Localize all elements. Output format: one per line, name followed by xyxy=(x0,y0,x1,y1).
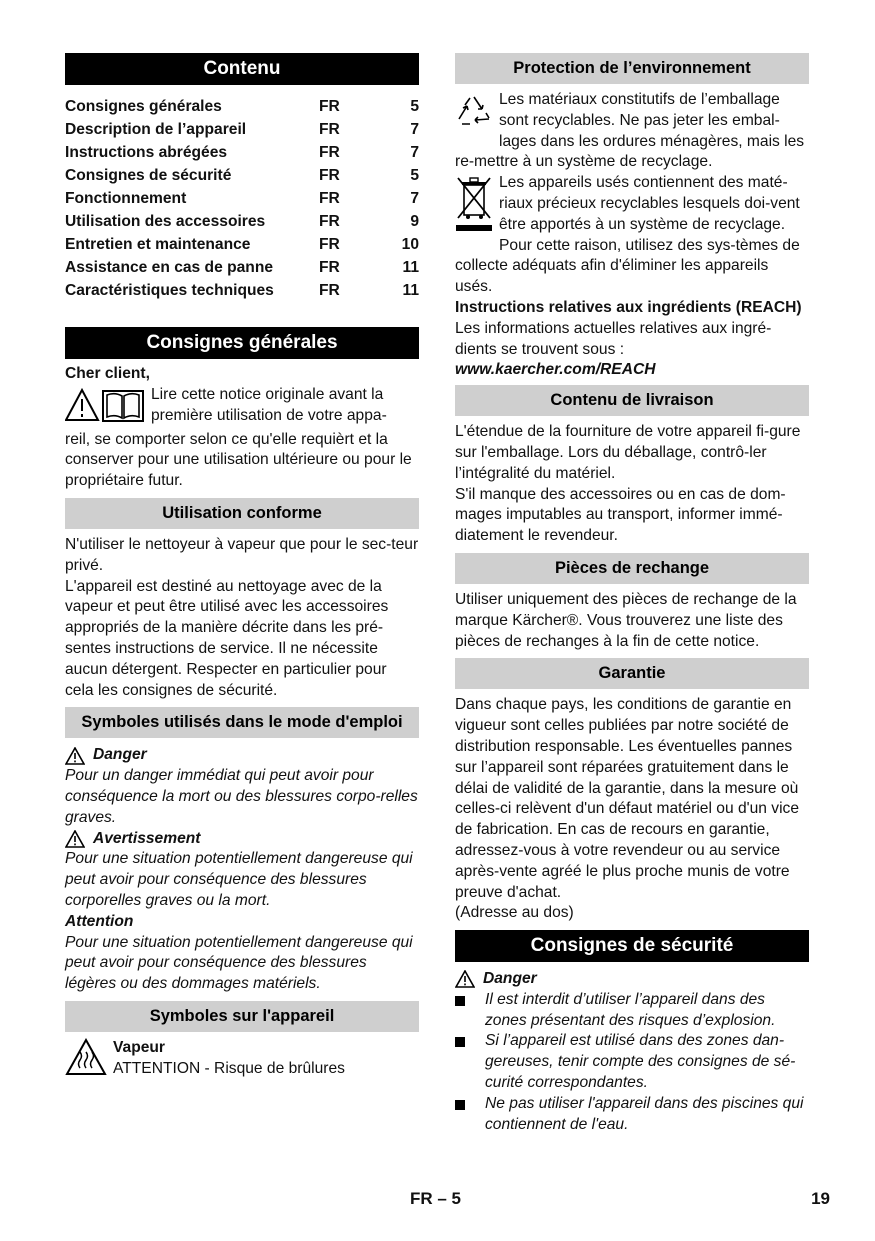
bullet-square-icon xyxy=(455,1031,485,1093)
parts-heading: Pièces de rechange xyxy=(455,553,809,584)
bullet-square-icon xyxy=(455,1094,485,1136)
reach-link[interactable]: www.kaercher.com/REACH xyxy=(455,361,656,379)
danger-label: Danger xyxy=(93,746,147,764)
safety-bullet xyxy=(455,990,809,1032)
safety-bullet-text: Si l’appareil est utilisé dans des zones dan-gereuses, tenir compte des consignes de sé-curité correspondantes. xyxy=(485,1032,796,1092)
warning-read-manual-icon xyxy=(65,387,145,430)
toc-page: 9 xyxy=(410,213,419,231)
salutation: Cher client, xyxy=(65,365,150,382)
toc-page: 5 xyxy=(410,98,419,116)
toc-row[interactable] xyxy=(65,280,419,303)
toc-page: 7 xyxy=(410,121,419,139)
danger-text: Pour un danger immédiat qui peut avoir pour conséquence la mort ou des blessures corpo-relles graves. xyxy=(65,767,418,826)
intro-rest: reil, se comporter selon ce qu'elle requièrt et la conserver pour une utilisation ultérieure ou pour le propriétaire futur. xyxy=(65,430,412,490)
safety-danger-line xyxy=(455,969,809,990)
reach-text: Les informations actuelles relatives aux ingré-dients se trouvent sous : xyxy=(455,319,772,358)
reach-title: Instructions relatives aux ingrédients (REACH) xyxy=(455,298,802,316)
delivery-heading: Contenu de livraison xyxy=(455,385,809,416)
toc-title: Fonctionnement xyxy=(65,190,187,208)
warning-line xyxy=(65,829,419,850)
toc-lang: FR xyxy=(319,98,340,116)
recycle-block xyxy=(455,90,809,173)
safety-bullet-text: Il est interdit d’utiliser l’appareil dans des zones présentant des risques d’explosion. xyxy=(485,990,776,1029)
toc-page: 7 xyxy=(410,144,419,162)
usage-text-1: N'utiliser le nettoyeur à vapeur que pour le sec-teur privé. xyxy=(65,535,419,574)
usage-text-2: L'appareil est destiné au nettoyage avec de la vapeur et peut être utilisé avec les accessoires appropriés de la manière décrite dans les pré-sentes instructions de service. Il ne nécessite aucun détergent. Respecter en particulier pour cela les consignes de sécurité. xyxy=(65,577,389,699)
toc-title: Consignes de sécurité xyxy=(65,167,232,185)
table-of-contents xyxy=(65,96,419,303)
delivery-text-1: L'étendue de la fourniture de votre appareil fi-gure sur l'emballage. Lors du déballage, contrô-ler l’intégralité du matériel. xyxy=(455,423,801,482)
general-heading: Consignes générales xyxy=(65,327,419,359)
recycle-icon xyxy=(455,94,493,135)
symbols-heading: Symboles utilisés dans le mode d'emploi xyxy=(65,707,419,738)
warranty-heading: Garantie xyxy=(455,658,809,689)
usage-heading: Utilisation conforme xyxy=(65,498,419,529)
recycle-text: Les matériaux constitutifs de l’emballage sont recyclables. Ne pas jeter les embal-lages dans les ordures ménagères, mais les re-mettre à un système de recyclage. xyxy=(455,91,805,171)
toc-lang: FR xyxy=(319,190,340,208)
toc-lang: FR xyxy=(319,282,340,300)
device-symbols-heading: Symboles sur l'appareil xyxy=(65,1001,419,1032)
toc-lang: FR xyxy=(319,167,340,185)
warning-triangle-icon xyxy=(65,747,85,765)
toc-title: Utilisation des accessoires xyxy=(65,213,266,231)
environment-heading: Protection de l’environnement xyxy=(455,53,809,84)
toc-page: 11 xyxy=(402,259,419,277)
crossed-bin-icon xyxy=(455,175,493,240)
left-column xyxy=(65,53,419,1080)
toc-page: 11 xyxy=(402,282,419,300)
toc-lang: FR xyxy=(319,236,340,254)
warranty-address: (Adresse au dos) xyxy=(455,904,574,922)
toc-title: Caractéristiques techniques xyxy=(65,282,274,300)
safety-bullet xyxy=(455,1094,809,1136)
weee-text: Les appareils usés contiennent des maté-riaux précieux recyclables lesquels doi-vent être apportés à un système de recyclage. Pour cette raison, utilisez des sys-tèmes de collecte adéquats afin d'éliminer les appareils usés. xyxy=(455,174,800,296)
safety-danger-label: Danger xyxy=(483,970,537,988)
weee-block xyxy=(455,173,809,298)
bullet-square-icon xyxy=(455,990,485,1032)
toc-row[interactable] xyxy=(65,257,419,280)
safety-heading: Consignes de sécurité xyxy=(455,930,809,962)
toc-heading: Contenu xyxy=(65,53,419,85)
safety-bullet-text: Ne pas utiliser l'appareil dans des piscines qui contiennent de l'eau. xyxy=(485,1094,804,1133)
footer-lang-page: FR – 5 xyxy=(410,1189,462,1208)
delivery-text-2: S'il manque des accessoires ou en cas de dom-mages imputables au transport, informer immé-diatement le revendeur. xyxy=(455,485,786,545)
toc-lang: FR xyxy=(319,121,340,139)
warning-triangle-icon xyxy=(65,830,85,848)
safety-bullet xyxy=(455,1031,809,1093)
toc-row[interactable] xyxy=(65,165,419,188)
footer-page-number: 19 xyxy=(811,1189,830,1208)
hot-steam-warning-icon xyxy=(65,1038,107,1076)
toc-title: Assistance en cas de panne xyxy=(65,259,274,277)
toc-title: Instructions abrégées xyxy=(65,144,228,162)
toc-row[interactable] xyxy=(65,211,419,234)
warning-triangle-icon xyxy=(455,970,475,988)
right-column xyxy=(455,53,809,1135)
toc-page: 10 xyxy=(401,236,419,254)
steam-symbol-block xyxy=(65,1038,419,1080)
toc-row[interactable] xyxy=(65,142,419,165)
toc-lang: FR xyxy=(319,144,340,162)
toc-row[interactable] xyxy=(65,96,419,119)
steam-text: ATTENTION - Risque de brûlures xyxy=(113,1059,345,1077)
warning-text: Pour une situation potentiellement dangereuse qui peut avoir pour conséquence des blessures corporelles graves ou la mort. xyxy=(65,850,413,909)
attention-label: Attention xyxy=(65,912,134,930)
toc-row[interactable] xyxy=(65,234,419,257)
danger-line xyxy=(65,745,419,766)
intro-lead: Lire cette notice originale avant la première utilisation de votre appa- xyxy=(151,385,387,424)
attention-text: Pour une situation potentiellement dangereuse qui peut avoir pour conséquence des blessures légères ou des dommages matériels. xyxy=(65,933,413,993)
toc-title: Description de l’appareil xyxy=(65,121,247,139)
warranty-text: Dans chaque pays, les conditions de garantie en vigueur sont celles publiées par notre société de distribution responsable. Les éventuelles pannes sur l’appareil sont réparées gratuitement dans le délai de validité de la garantie, dans la mesure où celles-ci relèvent d'un défaut matériel ou d'un vice de fabrication. En cas de recours en garantie, adressez-vous à votre revendeur ou au service après-vente agréé le plus proche munis de votre preuve d'achat. xyxy=(455,696,800,901)
toc-lang: FR xyxy=(319,259,340,277)
toc-row[interactable] xyxy=(65,119,419,142)
steam-label: Vapeur xyxy=(113,1038,166,1056)
toc-lang: FR xyxy=(319,213,340,231)
toc-title: Consignes générales xyxy=(65,98,222,116)
toc-title: Entretien et maintenance xyxy=(65,236,251,254)
toc-page: 5 xyxy=(410,167,419,185)
parts-text: Utiliser uniquement des pièces de rechange de la marque Kärcher®. Vous trouverez une liste des pièces de rechanges à la fin de cette notice. xyxy=(455,590,797,650)
warning-label: Avertissement xyxy=(93,829,201,847)
toc-page: 7 xyxy=(410,190,419,208)
toc-row[interactable] xyxy=(65,188,419,211)
intro-block xyxy=(65,385,419,492)
